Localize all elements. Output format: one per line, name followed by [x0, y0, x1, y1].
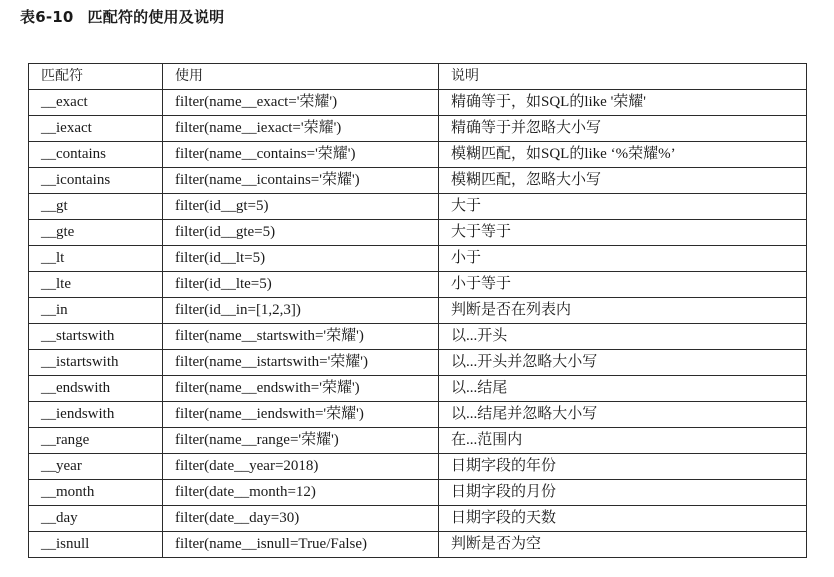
operator-cell: __istartswith: [29, 350, 163, 376]
operator-cell: __contains: [29, 142, 163, 168]
table-row: [29, 376, 807, 402]
operator-cell: __gt: [29, 194, 163, 220]
header-cell-usage: 使用: [163, 64, 439, 90]
table-caption: [20, 6, 224, 27]
description-cell: 模糊匹配，如SQL的like ‘%荣耀%’: [439, 142, 807, 168]
description-cell: 以...开头: [439, 324, 807, 350]
description-cell: 精确等于，如SQL的like '荣耀': [439, 90, 807, 116]
description-cell: 小于: [439, 246, 807, 272]
usage-cell: filter(id__lt=5): [163, 246, 439, 272]
operator-cell: __endswith: [29, 376, 163, 402]
table-row: [29, 480, 807, 506]
description-cell: 模糊匹配，忽略大小写: [439, 168, 807, 194]
table-row: [29, 402, 807, 428]
description-cell: 精确等于并忽略大小写: [439, 116, 807, 142]
usage-cell: filter(name__endswith='荣耀'): [163, 376, 439, 402]
table-number: 表6-10: [20, 8, 74, 26]
operator-cell: __range: [29, 428, 163, 454]
operator-cell: __startswith: [29, 324, 163, 350]
usage-cell: filter(name__exact='荣耀'): [163, 90, 439, 116]
table-row: [29, 298, 807, 324]
usage-cell: filter(name__iexact='荣耀'): [163, 116, 439, 142]
lookup-table: [28, 63, 807, 558]
operator-cell: __iendswith: [29, 402, 163, 428]
table-row: [29, 454, 807, 480]
usage-cell: filter(id__lte=5): [163, 272, 439, 298]
table-body: [29, 90, 807, 558]
table-row: [29, 220, 807, 246]
usage-cell: filter(name__range='荣耀'): [163, 428, 439, 454]
usage-cell: filter(name__startswith='荣耀'): [163, 324, 439, 350]
usage-cell: filter(name__iendswith='荣耀'): [163, 402, 439, 428]
operator-cell: __day: [29, 506, 163, 532]
description-cell: 判断是否在列表内: [439, 298, 807, 324]
usage-cell: filter(name__istartswith='荣耀'): [163, 350, 439, 376]
description-cell: 判断是否为空: [439, 532, 807, 558]
table-row: [29, 532, 807, 558]
table-row: [29, 272, 807, 298]
description-cell: 日期字段的月份: [439, 480, 807, 506]
usage-cell: filter(name__contains='荣耀'): [163, 142, 439, 168]
operator-cell: __gte: [29, 220, 163, 246]
table-row: [29, 506, 807, 532]
description-cell: 大于等于: [439, 220, 807, 246]
table-row: [29, 246, 807, 272]
description-cell: 日期字段的年份: [439, 454, 807, 480]
operator-cell: __exact: [29, 90, 163, 116]
description-cell: 以...开头并忽略大小写: [439, 350, 807, 376]
description-cell: 小于等于: [439, 272, 807, 298]
table-row: [29, 142, 807, 168]
description-cell: 日期字段的天数: [439, 506, 807, 532]
usage-cell: filter(name__icontains='荣耀'): [163, 168, 439, 194]
header-row: [29, 64, 807, 90]
description-cell: 以...结尾并忽略大小写: [439, 402, 807, 428]
usage-cell: filter(date__day=30): [163, 506, 439, 532]
usage-cell: filter(date__year=2018): [163, 454, 439, 480]
operator-cell: __isnull: [29, 532, 163, 558]
usage-cell: filter(id__in=[1,2,3]): [163, 298, 439, 324]
usage-cell: filter(date__month=12): [163, 480, 439, 506]
operator-cell: __iexact: [29, 116, 163, 142]
table-row: [29, 324, 807, 350]
usage-cell: filter(name__isnull=True/False): [163, 532, 439, 558]
table-row: [29, 194, 807, 220]
operator-cell: __month: [29, 480, 163, 506]
table-row: [29, 168, 807, 194]
operator-cell: __in: [29, 298, 163, 324]
operator-cell: __lt: [29, 246, 163, 272]
description-cell: 以...结尾: [439, 376, 807, 402]
header-cell-operator: 匹配符: [29, 64, 163, 90]
table-title: 匹配符的使用及说明: [87, 8, 225, 26]
table-row: [29, 90, 807, 116]
table-row: [29, 350, 807, 376]
operator-cell: __year: [29, 454, 163, 480]
usage-cell: filter(id__gte=5): [163, 220, 439, 246]
description-cell: 大于: [439, 194, 807, 220]
usage-cell: filter(id__gt=5): [163, 194, 439, 220]
operator-cell: __lte: [29, 272, 163, 298]
table-row: [29, 116, 807, 142]
operator-cell: __icontains: [29, 168, 163, 194]
table-row: [29, 428, 807, 454]
header-cell-description: 说明: [439, 64, 807, 90]
description-cell: 在...范围内: [439, 428, 807, 454]
